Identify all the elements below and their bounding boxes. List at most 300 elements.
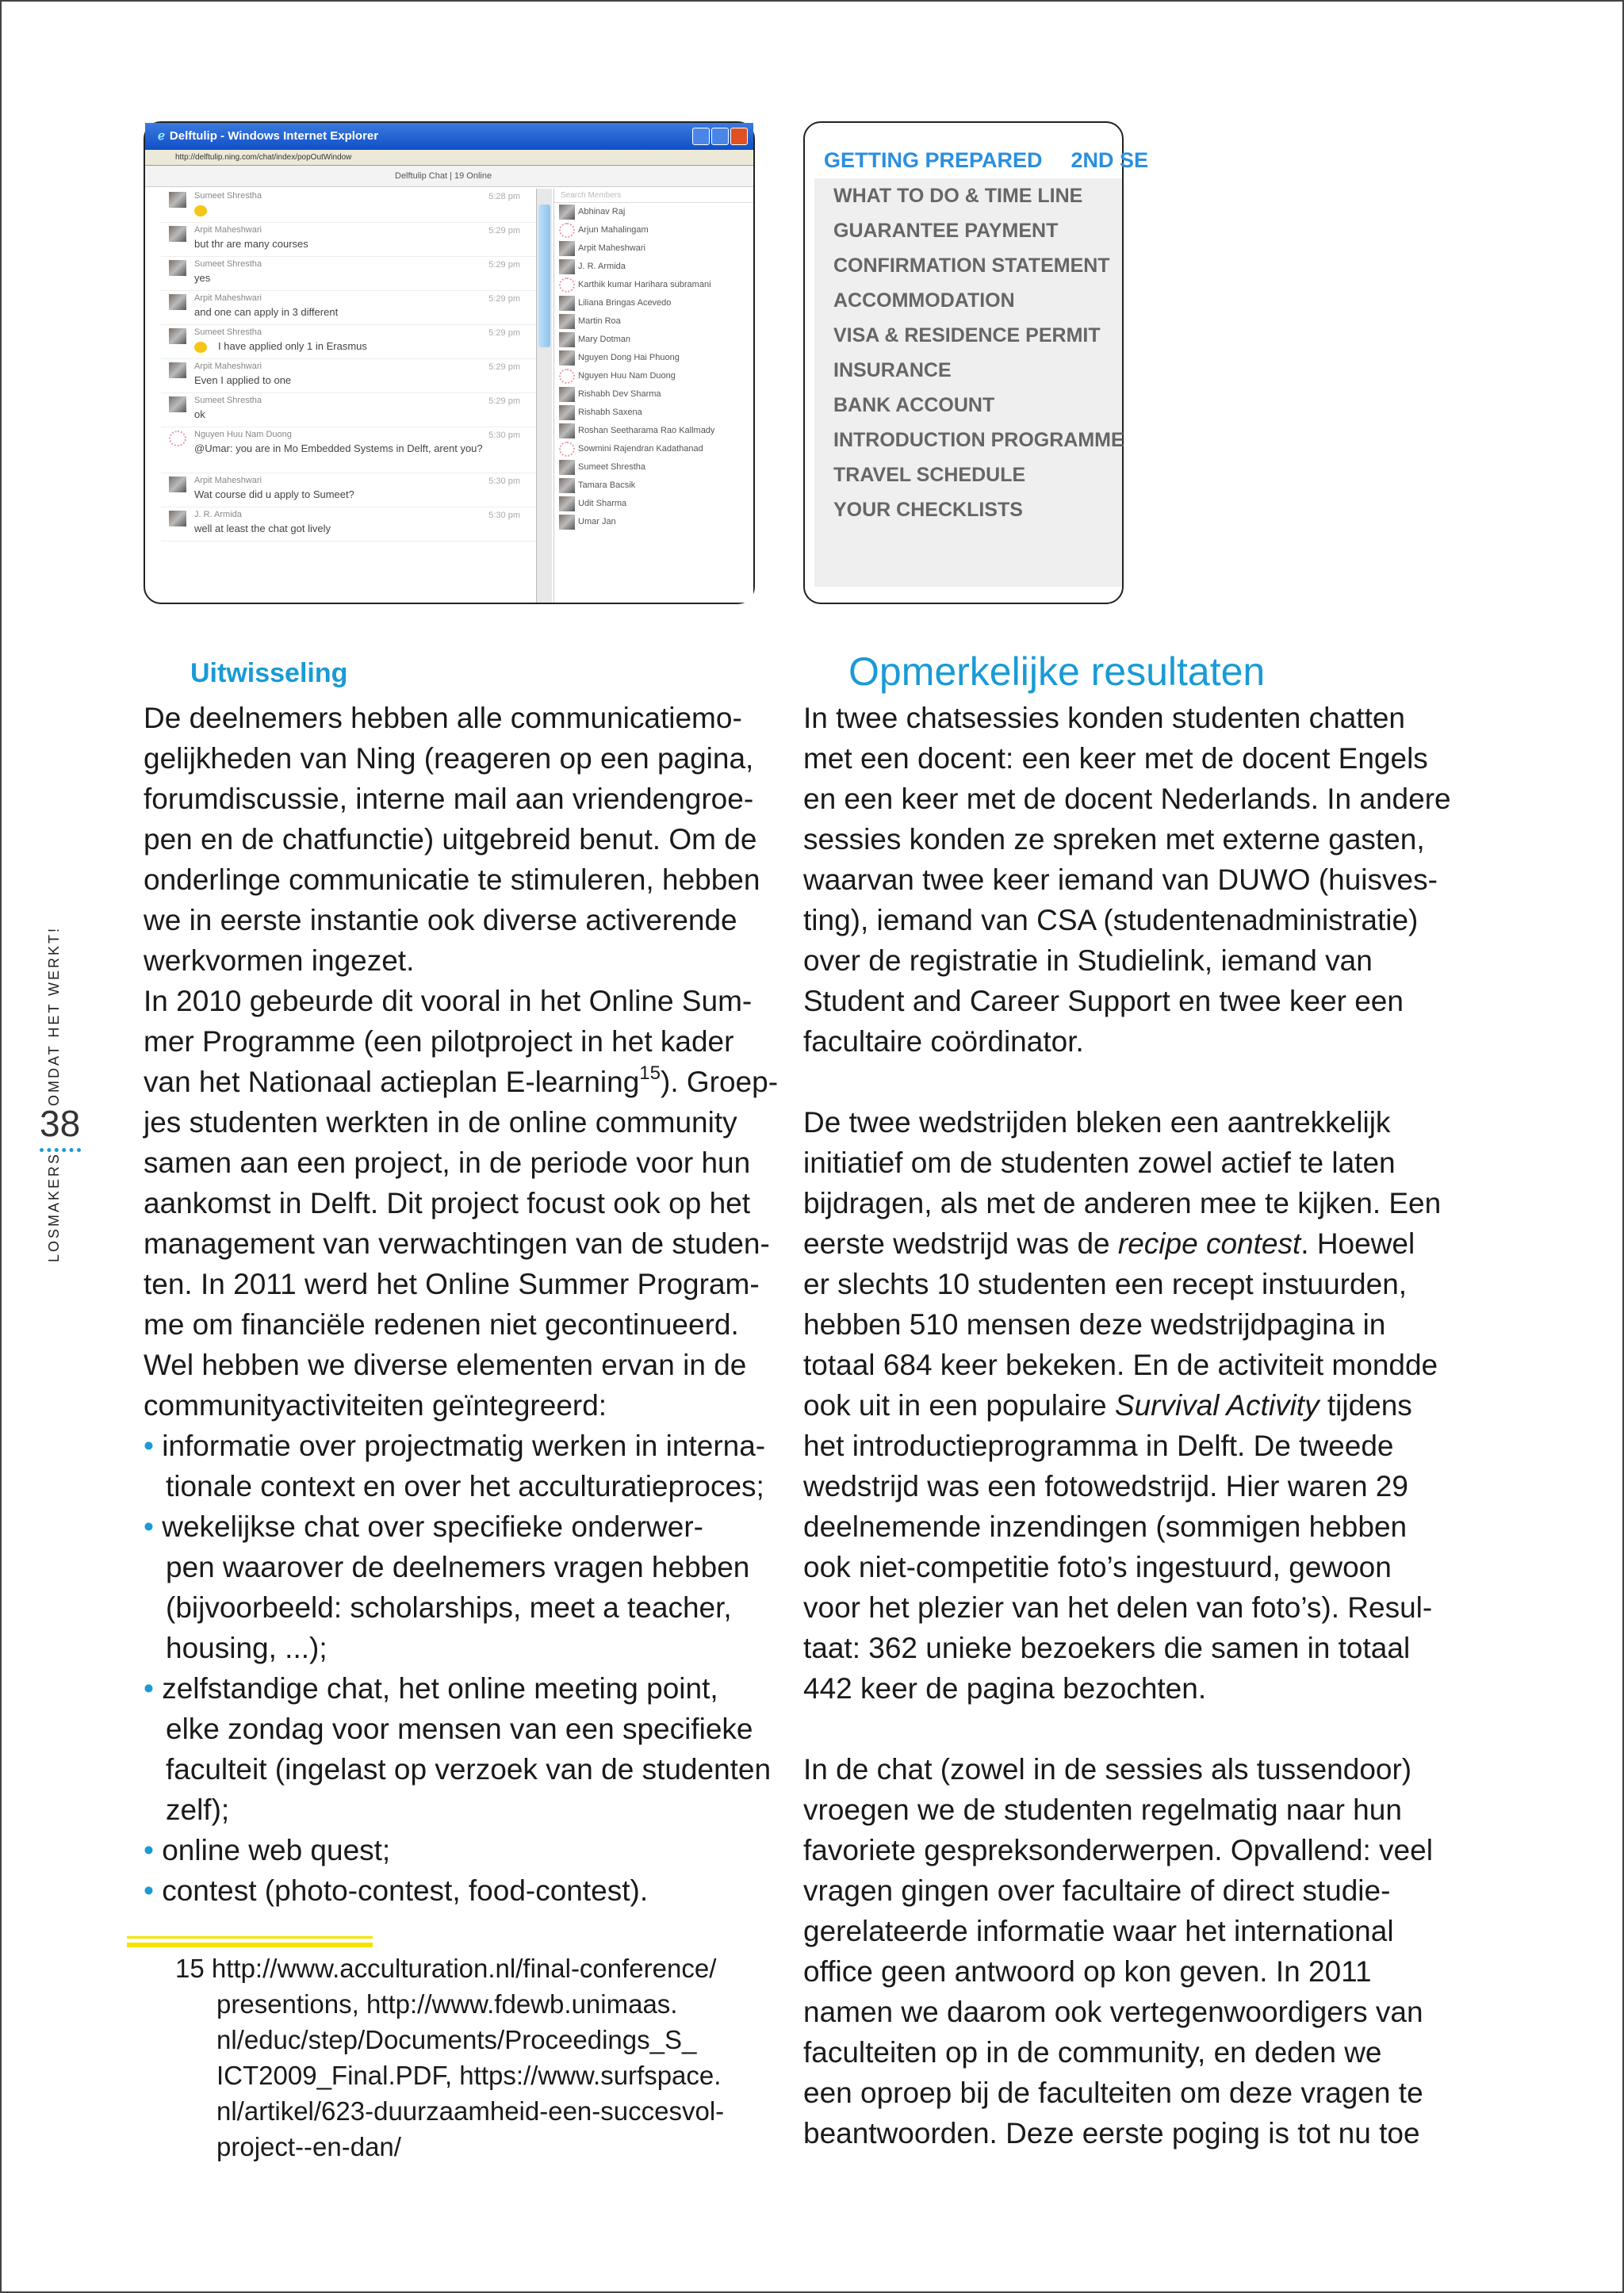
member-item — [554, 312, 753, 331]
chat-message — [161, 291, 536, 325]
message-body — [194, 272, 536, 284]
bullet-icon: • — [144, 1510, 163, 1543]
text-line — [144, 1102, 762, 1143]
text-segment: en een keer met de docent Nederlands. In andere — [803, 783, 1451, 815]
bullet-text: elke zondag voor mensen van een specifieke — [166, 1713, 753, 1745]
message-time: 5:29 pm — [488, 362, 520, 372]
running-title: OMDAT HET WERKT! — [46, 925, 62, 1106]
text-line — [144, 1062, 779, 1102]
menu-item: INSURANCE — [833, 359, 952, 381]
member-item — [554, 349, 753, 367]
member-name: Karthik kumar Harihara subramani — [578, 280, 711, 289]
text-segment: vroegen we de studenten regelmatig naar hun — [803, 1793, 1402, 1826]
message-body — [194, 238, 536, 250]
member-name: Abhinav Raj — [578, 207, 626, 216]
message-time: 5:29 pm — [488, 260, 520, 270]
text-segment: jes studenten werkten in de online community — [144, 1106, 737, 1139]
text-line — [144, 1264, 762, 1304]
text-line — [803, 1506, 1422, 1547]
text-segment: favoriete gespreksonderwerpen. Opvallend: veel — [803, 1834, 1433, 1866]
footnote-rule — [127, 1936, 373, 1947]
member-item — [554, 385, 753, 404]
bullet-line — [144, 1830, 762, 1870]
avatar — [559, 460, 575, 475]
text-segment: werkvormen ingezet. — [144, 944, 415, 977]
text-line — [144, 1304, 762, 1345]
text-line — [144, 819, 762, 859]
member-item — [554, 513, 753, 531]
bullet-line — [144, 1547, 762, 1587]
member-name: Nguyen Dong Hai Phuong — [578, 353, 680, 362]
text-segment: Survival Activity — [1114, 1389, 1320, 1422]
text-line — [803, 981, 1422, 1021]
text-line — [803, 1021, 1422, 1062]
sender-name: Sumeet Shrestha — [194, 327, 262, 337]
text-line — [803, 1628, 1422, 1668]
footnote-line — [175, 2058, 724, 2093]
footnote-number: 15 — [175, 1954, 205, 1983]
text-segment: ten. In 2011 werd het Online Summer Program- — [144, 1268, 760, 1300]
text-line — [803, 1062, 1422, 1102]
section-heading-uitwisseling: Uitwisseling — [190, 658, 348, 688]
avatar — [559, 296, 575, 311]
footnote-line — [175, 2022, 724, 2058]
text-line — [803, 1304, 1422, 1345]
chat-message — [161, 189, 536, 223]
avatar — [169, 477, 186, 492]
avatar — [559, 241, 575, 256]
avatar — [169, 294, 186, 310]
member-name: Umar Jan — [578, 517, 616, 526]
avatar — [559, 369, 575, 384]
text-segment: wedstrijd was een fotowedstrijd. Hier waren 29 — [803, 1470, 1408, 1503]
avatar — [559, 423, 575, 438]
member-item — [554, 239, 753, 258]
text-segment: recipe contest — [1117, 1227, 1301, 1260]
menu-item: BANK ACCOUNT — [833, 394, 995, 416]
text-segment: aankomst in Delft. Dit project focust ook op het — [144, 1187, 751, 1219]
book-title: LOSMAKERS — [46, 1151, 62, 1262]
message-text: I have applied only 1 in Erasmus — [218, 340, 367, 352]
text-segment: een oproep bij de faculteiten om deze vragen te — [803, 2077, 1423, 2109]
avatar — [169, 396, 186, 412]
chat-message — [161, 393, 536, 427]
sender-name: Nguyen Huu Nam Duong — [194, 430, 292, 439]
text-segment: pen en de chatfunctie) uitgebreid benut. Om de — [144, 823, 757, 856]
bullet-text: informatie over projectmatig werken in interna- — [162, 1430, 766, 1462]
member-name: Liliana Bringas Acevedo — [578, 298, 672, 308]
text-line — [803, 1466, 1422, 1506]
text-line — [803, 1749, 1422, 1790]
message-body — [194, 442, 536, 454]
text-segment: deelnemende inzendingen (sommigen hebben — [803, 1510, 1408, 1543]
chat-message — [161, 223, 536, 257]
bullet-text: contest (photo-contest, food-contest). — [162, 1874, 649, 1907]
member-item — [554, 440, 753, 458]
sender-name: Sumeet Shrestha — [194, 259, 262, 269]
scroll-thumb — [538, 205, 550, 347]
close-icon — [730, 128, 748, 145]
text-segment: In 2010 gebeurde dit vooral in het Online Sum- — [144, 985, 753, 1017]
text-line — [803, 1547, 1422, 1587]
text-line — [803, 2073, 1422, 2113]
bullet-line — [144, 1466, 762, 1506]
message-time: 5:29 pm — [488, 328, 520, 338]
menu-item: GUARANTEE PAYMENT — [833, 220, 1059, 242]
text-line — [803, 1668, 1422, 1709]
avatar — [559, 478, 575, 493]
bullet-text: zelf); — [166, 1793, 230, 1826]
footnote — [175, 1950, 724, 2165]
menu-tab: 2ND SE — [1071, 148, 1149, 172]
avatar — [559, 387, 575, 402]
text-segment: van het Nationaal actieplan E-learning — [144, 1066, 640, 1098]
sender-name: Arpit Maheshwari — [194, 476, 262, 485]
text-line — [803, 1911, 1422, 1951]
left-column — [144, 698, 779, 1911]
message-time: 5:29 pm — [488, 396, 520, 406]
member-name: Mary Dotman — [578, 335, 631, 344]
message-text: ok — [194, 408, 205, 420]
smiley-icon — [194, 205, 207, 216]
footnote-text: project--en-dan/ — [216, 2132, 401, 2161]
bullet-text: online web quest; — [162, 1834, 391, 1866]
menu-item: TRAVEL SCHEDULE — [833, 464, 1026, 486]
text-segment: ting), iemand van CSA (studentenadministratie) — [803, 904, 1419, 936]
avatar — [559, 332, 575, 347]
text-segment: De deelnemers hebben alle communicatiemo- — [144, 702, 742, 734]
text-line — [144, 1021, 762, 1062]
chat-message — [161, 257, 536, 291]
text-segment: voor het plezier van het delen van foto’s). Resul- — [803, 1591, 1433, 1624]
message-text: @Umar: you are in Mo Embedded Systems in Delft, arent you? — [194, 442, 483, 454]
page-number: 38 — [40, 1103, 81, 1144]
text-segment: over de registratie in Studielink, iemand van — [803, 944, 1373, 977]
menu-tabs — [805, 123, 1149, 178]
text-segment: office geen antwoord op kon geven. In 2011 — [803, 1955, 1372, 1988]
bullet-line — [144, 1870, 762, 1911]
chat-screenshot — [144, 121, 755, 604]
chat-message — [161, 359, 536, 393]
address-bar: http://delftulip.ning.com/chat/index/popOutWindow — [145, 150, 753, 166]
text-line — [803, 900, 1422, 940]
text-segment: gerelateerde informatie waar het international — [803, 1915, 1394, 1947]
text-line — [144, 738, 762, 779]
text-line — [803, 819, 1425, 859]
member-item — [554, 404, 753, 422]
text-segment: In twee chatsessies konden studenten chatten — [803, 702, 1406, 734]
text-line — [144, 698, 762, 738]
bullet-text: (bijvoorbeeld: scholarships, meet a teacher, — [166, 1591, 732, 1624]
message-body — [194, 340, 536, 353]
text-segment: gelijkheden van Ning (reageren op een pagina, — [144, 742, 754, 775]
sender-name: Sumeet Shrestha — [194, 396, 262, 405]
text-segment: communityactiviteiten geïntegreerd: — [144, 1389, 607, 1422]
bullet-line — [144, 1426, 766, 1466]
text-line — [144, 900, 762, 940]
avatar — [559, 350, 575, 366]
text-segment: In de chat (zowel in de sessies als tussendoor) — [803, 1753, 1412, 1786]
avatar — [559, 442, 575, 457]
text-segment: Wel hebben we diverse elementen ervan in de — [144, 1349, 747, 1381]
message-body — [194, 204, 536, 216]
message-text: yes — [194, 272, 211, 284]
bullet-text: pen waarover de deelnemers vragen hebben — [166, 1551, 750, 1583]
avatar — [559, 496, 575, 511]
bullet-text: wekelijkse chat over specifieke onderwer- — [162, 1510, 703, 1543]
member-item — [554, 477, 753, 495]
avatar — [169, 226, 186, 242]
member-item — [554, 203, 753, 221]
member-item — [554, 221, 753, 239]
bullet-text: housing, ...); — [166, 1632, 327, 1664]
menu-dropdown — [814, 178, 1122, 587]
bullet-icon: • — [144, 1430, 163, 1462]
menu-item: INTRODUCTION PROGRAMME — [833, 429, 1124, 451]
bullet-icon: • — [144, 1834, 163, 1866]
text-line — [803, 1345, 1438, 1385]
text-line — [803, 1183, 1442, 1223]
text-segment: Student and Career Support en twee keer een — [803, 985, 1404, 1017]
text-segment: management van verwachtingen van de studen- — [144, 1227, 770, 1260]
footnote-text: ICT2009_Final.PDF, https://www.surfspace. — [216, 2061, 722, 2090]
text-segment: totaal 684 keer bekeken. En de activiteit mondde — [803, 1349, 1438, 1381]
text-segment: eerste wedstrijd was de — [803, 1227, 1118, 1260]
member-name: Rishabh Saxena — [578, 408, 642, 417]
bullet-text: tionale context en over het acculturatieproces; — [166, 1470, 764, 1503]
text-line — [144, 981, 762, 1021]
message-time: 5:30 pm — [488, 477, 520, 486]
menu-screenshot — [803, 121, 1149, 604]
text-line — [144, 1385, 762, 1426]
message-text: Even I applied to one — [194, 374, 292, 386]
text-line — [144, 1143, 762, 1183]
chat-messages — [161, 189, 536, 603]
text-segment: ook uit in een populaire — [803, 1389, 1115, 1422]
avatar — [559, 223, 575, 238]
text-segment: namen we daarom ook vertegenwoordigers van — [803, 1996, 1423, 2028]
text-segment: mer Programme (een pilotproject in het kader — [144, 1025, 734, 1058]
bullet-line — [144, 1790, 762, 1830]
bullet-text: zelfstandige chat, het online meeting point, — [162, 1672, 718, 1705]
bullet-line — [144, 1587, 762, 1628]
bullet-icon: • — [144, 1672, 163, 1705]
menu-item: CONFIRMATION STATEMENT — [833, 255, 1110, 277]
member-item — [554, 458, 753, 477]
text-segment: taat: 362 unieke bezoekers die samen in totaal — [803, 1632, 1411, 1664]
text-line — [803, 738, 1428, 779]
chat-header: Delftulip Chat | 19 Online — [145, 166, 753, 187]
chat-message — [161, 325, 536, 359]
member-name: Sowmini Rajendran Kadathanad — [578, 444, 703, 454]
text-line — [803, 1102, 1422, 1143]
member-name: Arjun Mahalingam — [578, 225, 649, 235]
text-segment: tijdens — [1319, 1389, 1412, 1422]
text-segment: sessies konden ze spreken met externe gasten, — [803, 823, 1425, 856]
menu-item: WHAT TO DO & TIME LINE — [833, 185, 1083, 207]
message-text: well at least the chat got lively — [194, 523, 331, 534]
avatar — [169, 362, 186, 378]
text-line — [803, 940, 1422, 981]
message-text: but thr are many courses — [194, 238, 308, 250]
message-body — [194, 306, 536, 318]
text-segment: beantwoorden. Deze eerste poging is tot nu toe — [803, 2117, 1420, 2149]
chat-scrollbar — [536, 189, 552, 603]
text-line — [803, 1385, 1422, 1426]
member-item — [554, 331, 753, 349]
member-name: Arpit Maheshwari — [578, 243, 645, 253]
sender-name: Sumeet Shrestha — [194, 191, 262, 201]
text-line — [803, 1830, 1433, 1870]
member-item — [554, 294, 753, 312]
text-segment: we in eerste instantie ook diverse activerende — [144, 904, 737, 936]
text-line — [803, 1426, 1422, 1466]
member-item — [554, 276, 753, 294]
message-text: and one can apply in 3 different — [194, 306, 339, 318]
text-segment: waarvan twee keer iemand van DUWO (huisves- — [803, 863, 1438, 896]
text-segment: ook niet-competitie foto’s ingestuurd, gewoon — [803, 1551, 1392, 1583]
text-segment: er slechts 10 studenten een recept instuurden, — [803, 1268, 1408, 1300]
ie-title-bar — [145, 123, 753, 150]
text-segment: het introductieprogramma in Delft. De tweede — [803, 1430, 1394, 1462]
member-name: Sumeet Shrestha — [578, 462, 645, 472]
text-line — [144, 859, 762, 900]
bullet-line — [144, 1506, 762, 1547]
bullet-line — [144, 1668, 762, 1709]
internet-explorer-icon: ℯ — [158, 129, 165, 143]
text-line — [803, 779, 1451, 819]
member-name: Tamara Bacsik — [578, 480, 636, 490]
text-line — [144, 1223, 770, 1264]
text-segment: forumdiscussie, interne mail aan vriendengroe- — [144, 783, 754, 815]
text-segment: onderlinge communicatie te stimuleren, hebben — [144, 863, 760, 896]
avatar — [169, 328, 186, 344]
text-segment: hebben 510 mensen deze wedstrijdpagina in — [803, 1308, 1386, 1341]
message-body — [194, 488, 536, 500]
chat-message — [161, 507, 536, 542]
footnote-text: nl/educ/step/Documents/Proceedings_S_ — [216, 2025, 697, 2054]
avatar — [559, 405, 575, 420]
member-name: J. R. Armida — [578, 262, 626, 271]
maximize-icon — [711, 128, 729, 145]
text-line — [144, 1183, 762, 1223]
text-segment: met een docent: een keer met de docent Engels — [803, 742, 1428, 775]
text-line — [803, 2032, 1422, 2073]
sender-name: J. R. Armida — [194, 510, 242, 519]
menu-tab: GETTING PREPARED — [824, 148, 1043, 172]
text-line — [144, 940, 762, 981]
text-segment: initiatief om de studenten zowel actief te laten — [803, 1146, 1396, 1179]
message-time: 5:29 pm — [488, 226, 520, 235]
text-line — [803, 1992, 1422, 2032]
member-item — [554, 258, 753, 276]
minimize-icon — [692, 128, 710, 145]
message-time: 5:30 pm — [488, 511, 520, 520]
bullet-line — [144, 1749, 772, 1790]
menu-item: VISA & RESIDENCE PERMIT — [833, 324, 1101, 346]
footnote-line — [175, 1986, 724, 2022]
text-line — [144, 1345, 762, 1385]
avatar — [169, 260, 186, 276]
member-item — [554, 422, 753, 440]
bullet-icon: • — [144, 1874, 163, 1907]
avatar — [559, 515, 575, 530]
message-time: 5:30 pm — [488, 431, 520, 440]
member-name: Rishabh Dev Sharma — [578, 389, 661, 399]
message-time: 5:29 pm — [488, 294, 520, 304]
bullet-line — [144, 1628, 762, 1668]
footnote-line — [175, 2129, 724, 2165]
text-line — [803, 1143, 1422, 1183]
member-list — [553, 189, 753, 603]
bullet-line — [144, 1709, 762, 1749]
text-line — [803, 859, 1438, 900]
message-body — [194, 374, 536, 386]
text-segment: De twee wedstrijden bleken een aantrekkelijk — [803, 1106, 1391, 1139]
footnote-ref: 15 — [639, 1062, 661, 1084]
avatar — [559, 259, 575, 274]
sender-name: Arpit Maheshwari — [194, 362, 262, 371]
message-body — [194, 523, 536, 534]
avatar — [559, 278, 575, 293]
avatar — [559, 314, 575, 329]
text-segment: 442 keer de pagina bezochten. — [803, 1672, 1207, 1705]
text-line — [803, 1790, 1422, 1830]
text-segment: facultaire coördinator. — [803, 1025, 1084, 1058]
text-segment: samen aan een project, in de periode voor hun — [144, 1146, 751, 1179]
footnote-line — [175, 2093, 724, 2129]
right-column — [803, 698, 1451, 2153]
text-line — [803, 698, 1422, 738]
bullet-text: faculteit (ingelast op verzoek van de studenten — [166, 1753, 772, 1786]
text-segment: ). Groep- — [661, 1066, 779, 1098]
member-name: Martin Roa — [578, 316, 621, 326]
section-heading-resultaten: Opmerkelijke resultaten — [848, 649, 1266, 694]
sender-name: Arpit Maheshwari — [194, 225, 262, 235]
chat-message — [161, 427, 536, 473]
footnote-text: http://www.acculturation.nl/final-conference/ — [211, 1954, 717, 1983]
text-segment: vragen gingen over facultaire of direct studie- — [803, 1874, 1391, 1907]
text-segment: me om financiële redenen niet gecontinueerd. — [144, 1308, 739, 1341]
message-time: 5:28 pm — [488, 192, 520, 201]
message-text: Wat course did u apply to Sumeet? — [194, 488, 354, 500]
text-line — [803, 1587, 1433, 1628]
footnote-line — [175, 1950, 724, 1986]
window-title: Delftulip - Windows Internet Explorer — [169, 129, 379, 143]
avatar — [169, 192, 186, 208]
text-line — [144, 779, 762, 819]
message-body — [194, 408, 536, 420]
footnote-text: presentions, http://www.fdewb.unimaas. — [216, 1989, 678, 2019]
member-name: Roshan Seetharama Rao Kallmady — [578, 426, 715, 435]
chat-message — [161, 473, 536, 507]
avatar — [559, 205, 575, 220]
member-item — [554, 367, 753, 385]
text-line — [803, 1264, 1422, 1304]
text-line — [803, 1870, 1422, 1911]
text-line — [803, 1709, 1422, 1749]
menu-item: ACCOMMODATION — [833, 289, 1015, 312]
footnote-text: nl/artikel/623-duurzaamheid-een-succesvol- — [216, 2096, 725, 2126]
member-item — [554, 495, 753, 513]
menu-item: YOUR CHECKLISTS — [833, 499, 1023, 521]
sender-name: Arpit Maheshwari — [194, 293, 262, 303]
smiley-icon — [194, 342, 207, 353]
text-segment: . Hoewel — [1300, 1227, 1415, 1260]
text-line — [803, 1223, 1422, 1264]
avatar — [169, 431, 186, 446]
member-search: Search Members — [554, 189, 753, 203]
